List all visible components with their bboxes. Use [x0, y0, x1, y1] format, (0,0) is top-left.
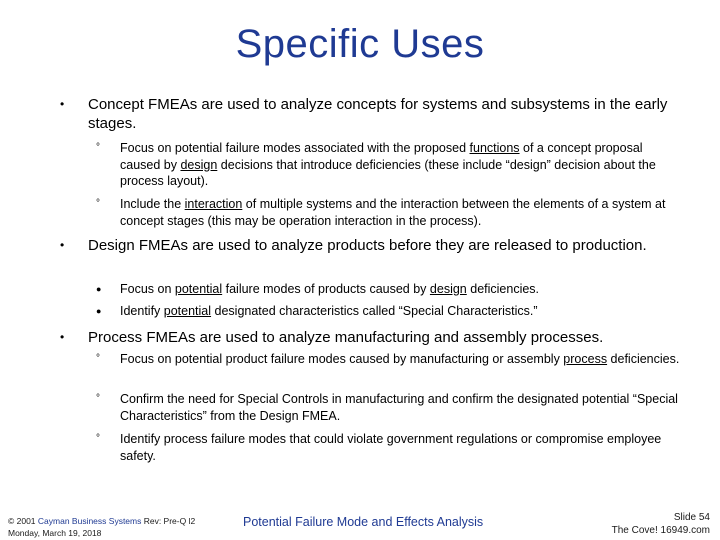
sub-item-concept-functions: Focus on potential failure modes associated with the proposed functions of a concept proposal caused by design decisions that introduce deficiencies (these include “design” decision about the process layout).	[120, 141, 656, 188]
sub-item-process-focus: Focus on potential product failure modes caused by manufacturing or assembly process deficiencies.	[120, 352, 680, 366]
sub-item-concept-interaction: Include the interaction of multiple systems and the interaction between the elements of a system at concept stages (this may be operation interaction in the process).	[120, 197, 666, 228]
slide-number: Slide 54	[673, 512, 710, 523]
bullet-process-fmea: Process FMEAs are used to analyze manufacturing and assembly processes.	[88, 329, 604, 346]
bullet-concept-fmea: Concept FMEAs are used to analyze concepts for systems and subsystems in the early stages.	[88, 96, 668, 132]
footer-slide-info	[612, 511, 710, 537]
bullet-icon: •	[60, 238, 65, 252]
bullet-icon: •	[60, 330, 65, 344]
footer-title: Potential Failure Mode and Effects Analysis	[243, 515, 484, 529]
footer-site: The Cove! 16949.com	[611, 525, 710, 536]
slide-title: Specific Uses	[235, 22, 485, 66]
sub-bullet-icon: °	[96, 393, 100, 404]
sub-bullet-icon: °	[96, 142, 100, 153]
sub-bullet-icon: °	[96, 198, 100, 209]
sub-item-design-identify: Identify potential designated characteristics called “Special Characteristics.”	[120, 304, 538, 318]
sub-bullet-icon: °	[96, 433, 100, 444]
sub-bullet-dot-icon: ●	[96, 284, 102, 294]
bullet-icon: •	[60, 97, 65, 111]
bullet-design-fmea: Design FMEAs are used to analyze products before they are released to production.	[88, 237, 647, 254]
sub-bullet-icon: °	[96, 353, 100, 364]
footer-date: Monday, March 19, 2018	[8, 528, 102, 538]
footer-copyright: © 2001 Cayman Business Systems Rev: Pre-Q l2 Monday, March 19, 2018	[8, 516, 196, 538]
sub-item-process-controls: Confirm the need for Special Controls in manufacturing and confirm the designated potential “Special Characteristics” from the Design FMEA.	[120, 392, 678, 423]
sub-item-process-safety: Identify process failure modes that could violate government regulations or compromise employee safety.	[120, 432, 662, 463]
sub-bullet-dot-icon: ●	[96, 306, 102, 316]
sub-item-design-focus: Focus on potential failure modes of products caused by design deficiencies.	[120, 282, 540, 296]
